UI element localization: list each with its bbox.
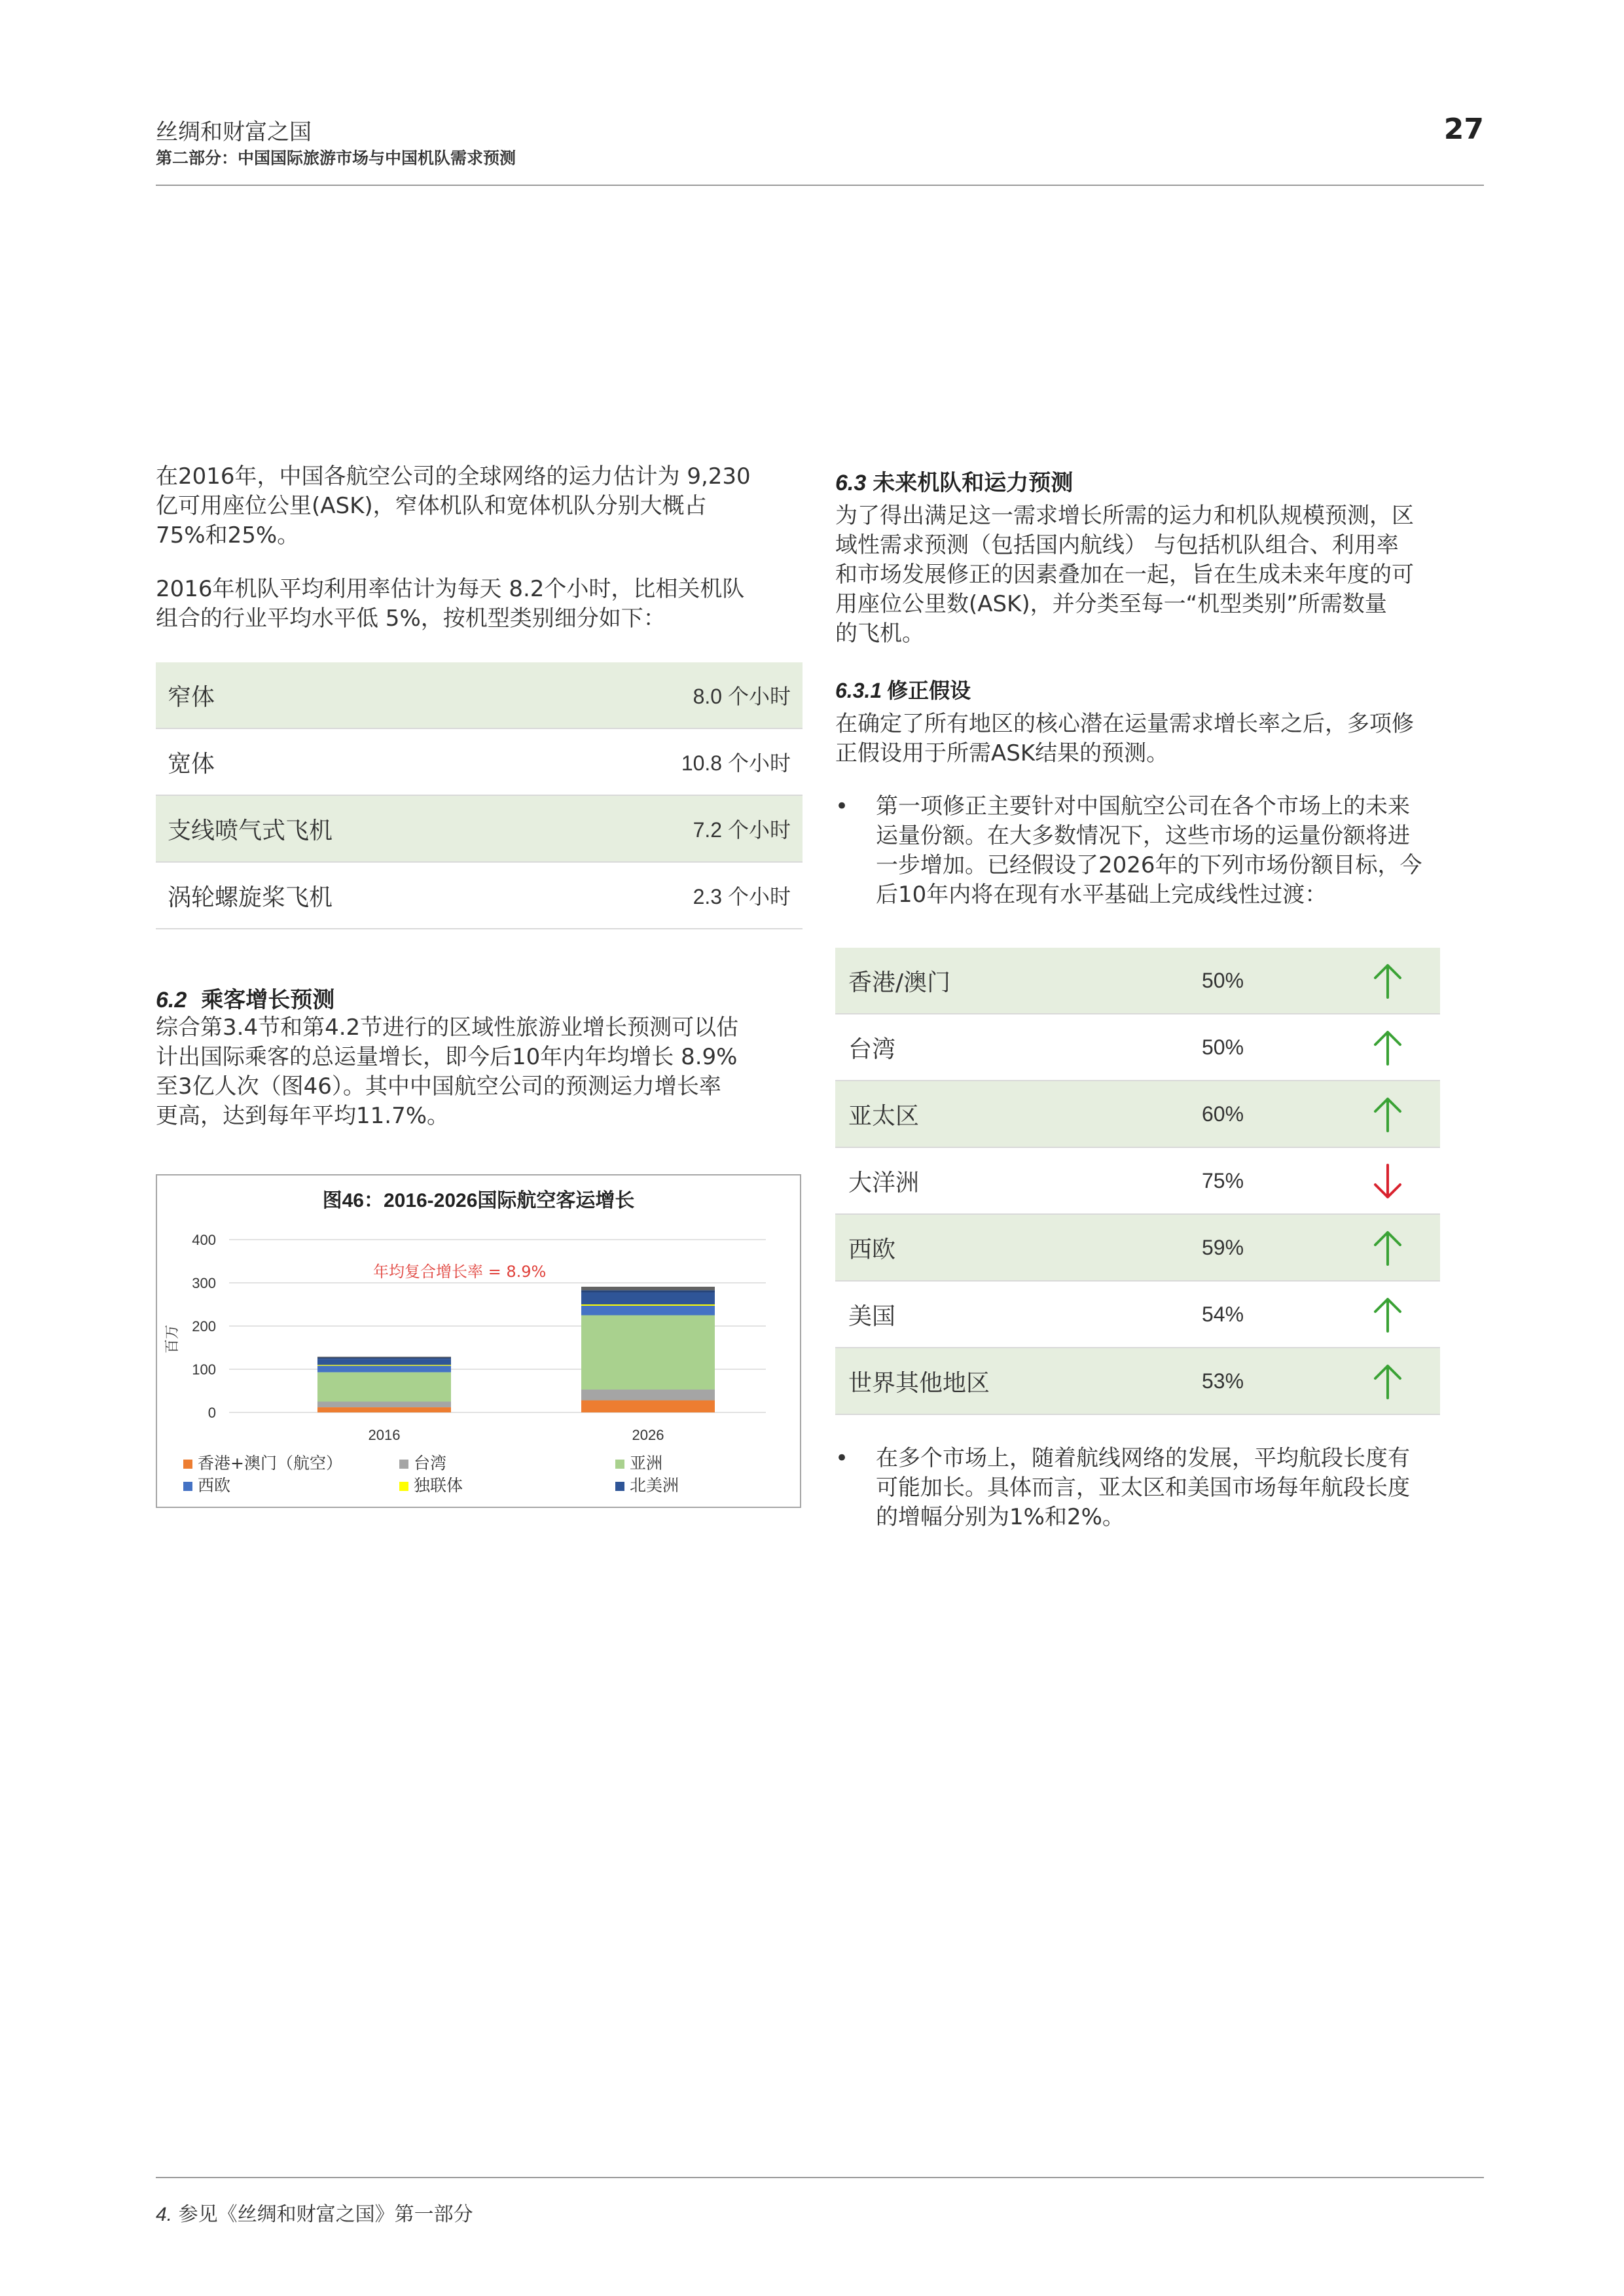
section-heading-6-3-1 bbox=[835, 674, 971, 704]
bar-segment bbox=[581, 1401, 715, 1412]
bar-segment bbox=[581, 1390, 715, 1401]
row-label: 大洋洲 bbox=[848, 1169, 920, 1196]
document-subtitle: 第二部分：中国国际旅游市场与中国机队需求预测 bbox=[156, 149, 516, 168]
text-line: 为了得出满足这一需求增长所需的运力和机队规模预测，区 bbox=[835, 503, 1414, 529]
y-tick-label: 300 bbox=[192, 1275, 216, 1291]
bullet-text bbox=[876, 1444, 1410, 1532]
row-label: 西欧 bbox=[848, 1236, 896, 1263]
text-line: 域性需求预测（包括国内航线） 与包括机队组合、利用率 bbox=[835, 532, 1399, 558]
header-divider bbox=[156, 185, 1484, 186]
text-line: 2016年机队平均利用率估计为每天 8.2个小时，比相关机队 bbox=[156, 576, 745, 602]
y-tick-label: 400 bbox=[192, 1232, 216, 1248]
row-label: 窄体 bbox=[168, 683, 215, 711]
bar-segment bbox=[317, 1359, 451, 1365]
row-label: 世界其他地区 bbox=[848, 1369, 990, 1397]
arrow-up-icon bbox=[1371, 962, 1405, 1000]
market-share-table bbox=[835, 948, 1440, 1415]
bullet-text bbox=[876, 792, 1422, 910]
text-line: 亿可用座位公里(ASK)，窄体机队和宽体机队分别大概占 bbox=[156, 493, 707, 519]
bar-segment bbox=[317, 1357, 451, 1359]
x-tick-label: 2026 bbox=[632, 1427, 664, 1443]
text-line: 计出国际乘客的总运量增长，即今后10年内年均增长 8.9% bbox=[156, 1044, 738, 1070]
text-line: 可能加长。具体而言，亚太区和美国市场每年航段长度 bbox=[876, 1475, 1410, 1501]
page-number: 27 bbox=[1443, 113, 1484, 146]
row-label: 亚太区 bbox=[848, 1102, 920, 1130]
section-heading-6-2 bbox=[156, 982, 334, 1014]
footnote-text: 参见《丝绸和财富之国》第一部分 bbox=[178, 2203, 473, 2226]
row-value: 54% bbox=[1202, 1302, 1244, 1326]
section-title: 乘客增长预测 bbox=[201, 987, 335, 1013]
text-line: 和市场发展修正的因素叠加在一起，旨在生成未来年度的可 bbox=[835, 562, 1414, 588]
table-row bbox=[835, 1148, 1440, 1215]
text-line: 运量份额。在大多数情况下，这些市场的运量份额将进 bbox=[876, 823, 1410, 849]
chart-title: 图46：2016-2026国际航空客运增长 bbox=[322, 1190, 635, 1211]
bar-segment bbox=[581, 1306, 715, 1316]
legend-swatch bbox=[615, 1460, 624, 1469]
legend-label: 亚洲 bbox=[630, 1454, 663, 1473]
legend-swatch bbox=[399, 1460, 408, 1469]
table-row bbox=[156, 796, 803, 863]
arrow-up-icon bbox=[1371, 1096, 1405, 1134]
paragraph-fleet-forecast bbox=[835, 501, 1414, 649]
text-line: 更高，达到每年平均11.7%。 bbox=[156, 1103, 450, 1129]
footnote bbox=[156, 2198, 473, 2227]
text-line: 综合第3.4节和第4.2节进行的区域性旅游业增长预测可以估 bbox=[156, 1014, 739, 1041]
section-number: 6.2 bbox=[156, 988, 187, 1013]
bar-segment bbox=[581, 1293, 715, 1304]
footer-divider bbox=[156, 2177, 1484, 2178]
bar-segment bbox=[581, 1304, 715, 1306]
legend-swatch bbox=[399, 1482, 408, 1491]
text-line: 至3亿人次（图46）。其中中国航空公司的预测运力增长率 bbox=[156, 1073, 721, 1100]
text-line: 第一项修正主要针对中国航空公司在各个市场上的未来 bbox=[876, 793, 1410, 819]
legend-swatch bbox=[615, 1482, 624, 1491]
paragraph-capacity bbox=[156, 462, 751, 550]
row-label: 美国 bbox=[848, 1302, 896, 1330]
text-line: 组合的行业平均水平低 5%，按机型类别细分如下： bbox=[156, 605, 666, 632]
y-axis-label: 百万 bbox=[164, 1324, 180, 1354]
bar-segment bbox=[581, 1316, 715, 1390]
row-value: 2.3 个小时 bbox=[693, 885, 791, 908]
table-row bbox=[835, 948, 1440, 1014]
bullet-market-share bbox=[835, 792, 1477, 916]
row-label: 台湾 bbox=[848, 1035, 896, 1063]
text-line: 后10年内将在现有水平基础上完成线性过渡： bbox=[876, 882, 1327, 908]
legend-label: 西欧 bbox=[198, 1476, 231, 1495]
row-value: 8.0 个小时 bbox=[693, 685, 791, 708]
row-label: 涡轮螺旋桨飞机 bbox=[168, 884, 333, 911]
row-value: 50% bbox=[1202, 968, 1244, 992]
text-line: 用座位公里数(ASK)，并分类至每一“机型类别”所需数量 bbox=[835, 591, 1387, 617]
text-line: 的增幅分别为1%和2%。 bbox=[876, 1504, 1125, 1530]
bar-segment bbox=[581, 1290, 715, 1292]
section-number: 6.3 bbox=[835, 471, 867, 495]
table-row bbox=[156, 863, 803, 929]
y-tick-label: 0 bbox=[208, 1405, 216, 1421]
paragraph-passenger-growth bbox=[156, 1013, 738, 1131]
text-line: 在2016年，中国各航空公司的全球网络的运力估计为 9,230 bbox=[156, 463, 751, 490]
y-tick-label: 200 bbox=[192, 1318, 216, 1335]
text-line: 正假设用于所需ASK结果的预测。 bbox=[835, 740, 1169, 766]
arrow-up-icon bbox=[1371, 1029, 1405, 1067]
paragraph-utilization bbox=[156, 575, 744, 634]
legend-label: 台湾 bbox=[414, 1454, 447, 1473]
table-row bbox=[156, 662, 803, 729]
row-value: 75% bbox=[1202, 1168, 1244, 1193]
text-line: 75%和25%。 bbox=[156, 522, 300, 548]
row-value: 10.8 个小时 bbox=[681, 751, 791, 775]
x-tick-label: 2016 bbox=[368, 1427, 401, 1443]
legend-swatch bbox=[183, 1482, 192, 1491]
arrow-down-icon bbox=[1371, 1162, 1405, 1200]
row-label: 支线喷气式飞机 bbox=[168, 817, 333, 844]
legend-swatch bbox=[183, 1460, 192, 1469]
table-row bbox=[835, 1014, 1440, 1081]
table-row bbox=[835, 1282, 1440, 1348]
y-tick-label: 100 bbox=[192, 1361, 216, 1378]
arrow-up-icon bbox=[1371, 1229, 1405, 1267]
bar-segment bbox=[317, 1402, 451, 1408]
table-row bbox=[835, 1215, 1440, 1282]
text-line: 一步增加。已经假设了2026年的下列市场份额目标，今 bbox=[876, 852, 1422, 878]
table-row bbox=[835, 1348, 1440, 1415]
row-value: 53% bbox=[1202, 1369, 1244, 1393]
text-line: 的飞机。 bbox=[835, 620, 924, 647]
bullet-dot: • bbox=[835, 793, 849, 819]
section-heading-6-3 bbox=[835, 465, 1073, 497]
bar-segment bbox=[581, 1287, 715, 1290]
row-value: 59% bbox=[1202, 1235, 1244, 1259]
legend-label: 独联体 bbox=[414, 1476, 463, 1495]
bar-segment bbox=[317, 1407, 451, 1412]
utilization-table bbox=[156, 662, 803, 929]
document-title: 丝绸和财富之国 bbox=[156, 119, 312, 145]
legend-label: 香港+澳门（航空） bbox=[198, 1454, 342, 1473]
legend-label: 北美洲 bbox=[630, 1476, 679, 1495]
section-number: 6.3.1 bbox=[835, 679, 882, 702]
table-row bbox=[835, 1081, 1440, 1148]
text-line: 在多个市场上，随着航线网络的发展，平均航段长度有 bbox=[876, 1445, 1410, 1471]
figure-46-chart bbox=[156, 1174, 801, 1508]
chart-canvas bbox=[157, 1175, 800, 1507]
cagr-annotation: 年均复合增长率 = 8.9% bbox=[373, 1263, 547, 1281]
arrow-up-icon bbox=[1371, 1296, 1405, 1334]
arrow-up-icon bbox=[1371, 1363, 1405, 1401]
footnote-number: 4. bbox=[156, 2204, 173, 2225]
row-label: 香港/澳门 bbox=[848, 969, 951, 996]
bar-segment bbox=[317, 1366, 451, 1372]
paragraph-assumptions bbox=[835, 709, 1414, 768]
section-title: 未来机队和运力预测 bbox=[873, 470, 1074, 496]
row-value: 50% bbox=[1202, 1035, 1244, 1059]
bullet-dot: • bbox=[835, 1445, 849, 1471]
row-label: 宽体 bbox=[168, 750, 215, 778]
table-row bbox=[156, 729, 803, 796]
row-value: 60% bbox=[1202, 1102, 1244, 1126]
text-line: 在确定了所有地区的核心潜在运量需求增长率之后，多项修 bbox=[835, 711, 1414, 737]
row-value: 7.2 个小时 bbox=[693, 818, 791, 842]
bullet-stage-length bbox=[835, 1444, 1477, 1542]
section-title: 修正假设 bbox=[887, 678, 971, 703]
bar-segment bbox=[317, 1372, 451, 1402]
